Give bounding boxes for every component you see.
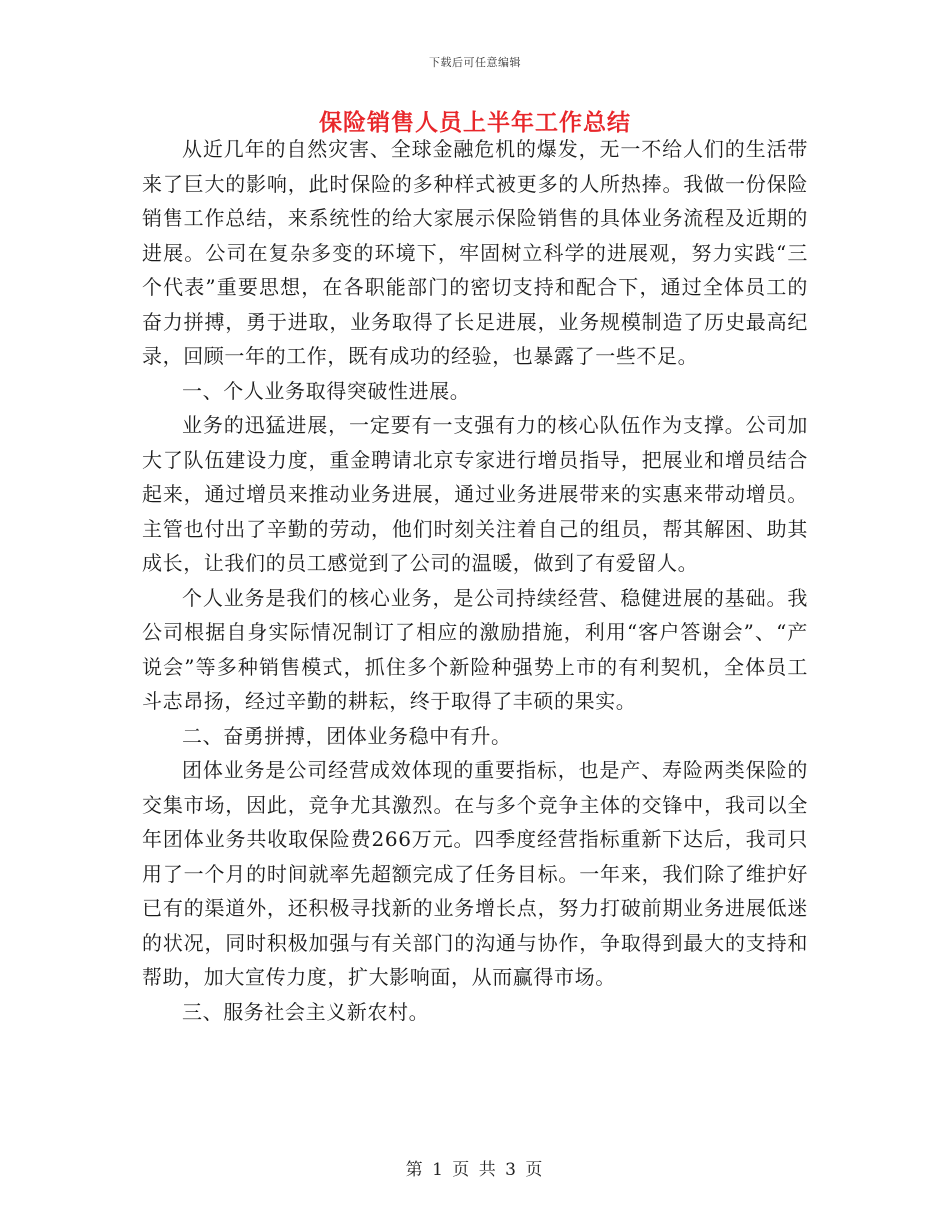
document-title: 保险销售人员上半年工作总结 bbox=[319, 109, 631, 136]
header-note: 下载后可任意编辑 bbox=[429, 56, 521, 69]
paragraph-group-business: 团体业务是公司经营成效体现的重要指标，也是产、寿险两类保险的交集市场，因此，竞争尤其激烈。在与多个竞争主体的交锋中，我司以全年团体业务共收取保险费266万元。四季度经营指标重新下达后，我司只用了一个月的时间就率先超额完成了任务目标。一年来，我们除了维护好已有的渠道外，还积极寻找新的业务增长点，努力打破前期业务进展低迷的状况，同时积极加强与有关部门的沟通与协作，争取得到最大的支持和帮助，加大宣传力度，扩大影响面，从而赢得市场。 bbox=[142, 758, 808, 989]
paragraph-team-building: 业务的迅猛进展，一定要有一支强有力的核心队伍作为支撑。公司加大了队伍建设力度，重金聘请北京专家进行增员指导，把展业和增员结合起来，通过增员来推动业务进展，通过业务进展带来的实惠来带动增员。主管也付出了辛勤的劳动，他们时刻关注着自己的组员，帮其解困、助其成长，让我们的员工感觉到了公司的温暖，做到了有爱留人。 bbox=[142, 413, 808, 575]
section-heading-2: 二、奋勇拼搏，团体业务稳中有升。 bbox=[182, 723, 512, 748]
paragraph-intro: 从近几年的自然灾害、全球金融危机的爆发，无一不给人们的生活带来了巨大的影响，此时保险的多种样式被更多的人所热捧。我做一份保险销售工作总结，来系统性的给大家展示保险销售的具体业务流程及近期的进展。公司在复杂多变的环境下，牢固树立科学的进展观，努力实践“三个代表”重要思想，在各职能部门的密切支持和配合下，通过全体员工的奋力拼搏，勇于进取，业务取得了长足进展，业务规模制造了历史最高纪录，回顾一年的工作，既有成功的经验，也暴露了一些不足。 bbox=[142, 137, 808, 368]
document-body bbox=[142, 132, 808, 1029]
page-footer: 第 1 页 共 3 页 bbox=[405, 1160, 545, 1180]
paragraph-personal-business: 个人业务是我们的核心业务，是公司持续经营、稳健进展的基础。我公司根据自身实际情况制订了相应的激励措施，利用“客户答谢会”、“产说会”等多种销售模式，抓住多个新险种强势上市的有利契机，全体员工斗志昂扬，经过辛勤的耕耘，终于取得了丰硕的果实。 bbox=[142, 585, 808, 713]
section-heading-1: 一、个人业务取得突破性进展。 bbox=[182, 378, 471, 403]
section-heading-3: 三、服务社会主义新农村。 bbox=[182, 999, 430, 1024]
